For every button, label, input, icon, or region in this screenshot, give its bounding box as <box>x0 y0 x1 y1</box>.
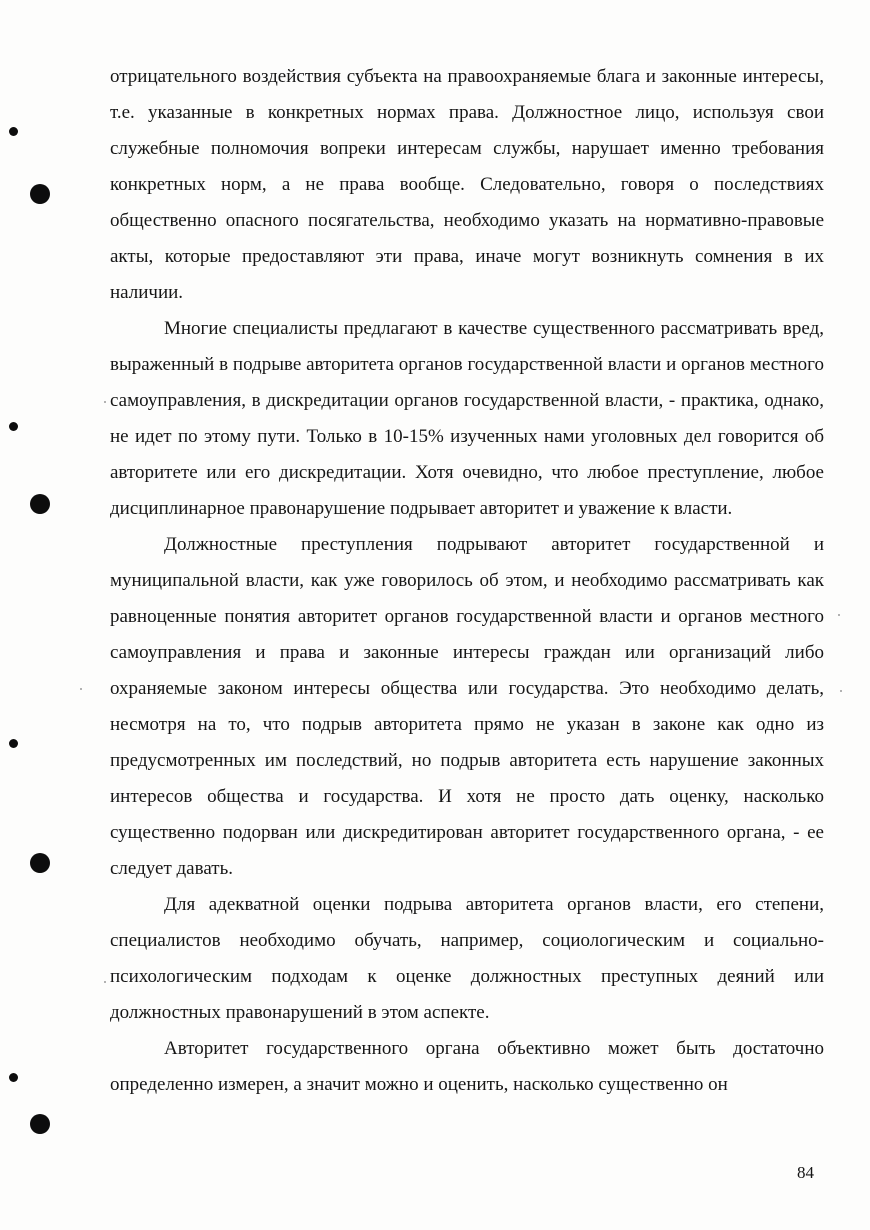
scan-speck <box>840 690 842 692</box>
punch-hole-icon <box>9 422 18 431</box>
punch-hole-icon <box>9 127 18 136</box>
scan-speck <box>838 614 840 616</box>
scan-speck <box>104 401 106 403</box>
paragraph: Многие специалисты предлагают в качестве существенного рассматривать вред, выраженный в подрыве авторитета органов государственной власти и органов местного самоуправления, в дискредитации органов государственной власти, - практика, однако, не идет по этому пути. Только в 10-15% изученных нами уголовных дел говорится об авторитете или его дискредитации. Хотя очевидно, что любое преступление, любое дисциплинарное правонарушение подрывает авторитет и уважение к власти. <box>110 318 824 519</box>
punch-hole-icon <box>30 494 50 514</box>
punch-hole-icon <box>30 853 50 873</box>
paragraph: отрицательного воздействия субъекта на правоохраняемые блага и законные интересы, т.е. указанные в конкретных нормах права. Должностное лицо, используя свои служебные полномочия вопреки интересам службы, нарушает именно требования конкретных норм, а не права вообще. Следовательно, говоря о последствиях общественно опасного посягательства, необходимо указать на нормативно-правовые акты, которые предоставляют эти права, иначе могут возникнуть сомнения в их наличии. <box>110 66 824 303</box>
punch-hole-icon <box>9 1073 18 1082</box>
punch-hole-icon <box>30 184 50 204</box>
punch-hole-icon <box>9 739 18 748</box>
scan-speck <box>104 981 106 983</box>
paragraph: Должностные преступления подрывают авторитет государственной и муниципальной власти, как уже говорилось об этом, и необходимо рассматривать как равноценные понятия авторитет органов государственной власти и органов местного самоуправления и права и законные интересы граждан или организаций либо охраняемые законом интересы общества или государства. Это необходимо делать, несмотря на то, что подрыв авторитета прямо не указан в законе как одно из предусмотренных им последствий, но подрыв авторитета есть нарушение законных интересов общества и государства. И хотя не просто дать оценку, насколько существенно подорван или дискредитирован авторитет государственного органа, - ее следует давать. <box>110 534 824 879</box>
document-body <box>110 59 824 1103</box>
scan-speck <box>80 688 82 690</box>
paragraph: Авторитет государственного органа объективно может быть достаточно определенно измерен, а значит можно и оценить, насколько существенно он <box>110 1038 824 1095</box>
page-number: 84 <box>797 1163 814 1182</box>
paragraph: Для адекватной оценки подрыва авторитета органов власти, его степени, специалистов необходимо обучать, например, социологическим и социально-психологическим подходам к оценке должностных преступных деяний или должностных правонарушений в этом аспекте. <box>110 894 824 1023</box>
punch-hole-icon <box>30 1114 50 1134</box>
